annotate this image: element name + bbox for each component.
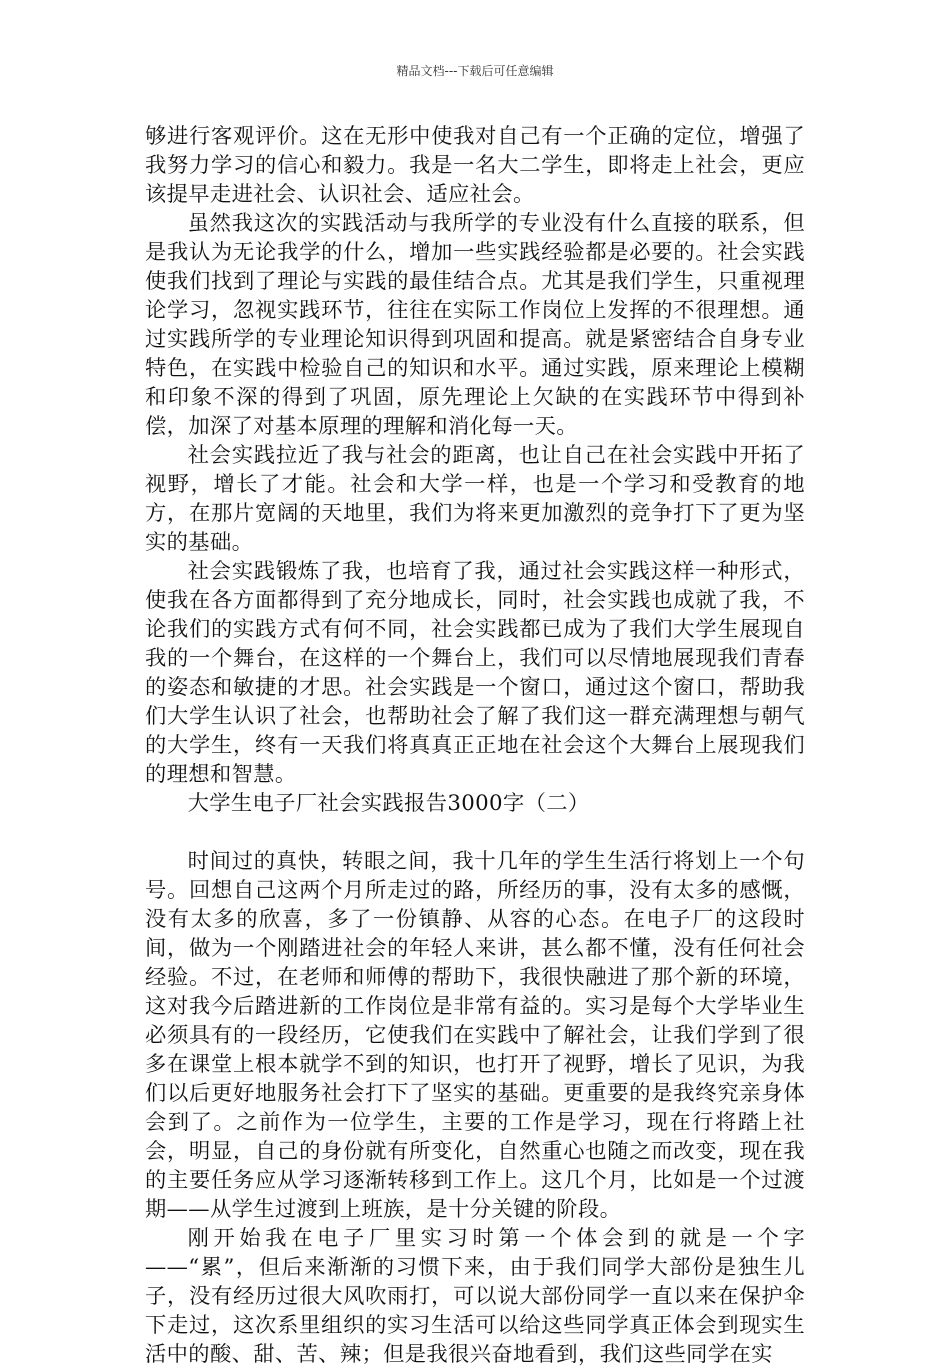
section-title: 大学生电子厂社会实践报告3000字（二） [187, 791, 590, 816]
blank-line [145, 818, 805, 847]
page-header: 精品文档---下载后可任意编辑 [396, 64, 554, 78]
paragraph: 刚开始我在电子厂里实习时第一个体会到的就是一个字——“累”，但后来渐渐的习惯下来，由于我们同学大部份是独生儿子，没有经历过很大风吹雨打，可以说大部份同学一直以来在保护伞下走过，这次系里组织的实习生活可以给这些同学真正体会到现实生活中的酸、甜、苦、辣；但是我很兴奋地看到，我们这些同学在实 [145, 1226, 805, 1367]
paragraph: 社会实践锻炼了我，也培育了我，通过社会实践这样一种形式，使我在各方面都得到了充分地成长，同时，社会实践也成就了我，不论我们的实践方式有何不同，社会实践都已成为了我们大学生展现自我的一个舞台，在这样的一个舞台上，我们可以尽情地展现我们青春的姿态和敏捷的才思。社会实践是一个窗口，通过这个窗口，帮助我们大学生认识了社会，也帮助社会了解了我们这一群充满理想与朝气的大学生，终有一天我们将真真正正地在社会这个大舞台上展现我们的理想和智慧。 [145, 559, 805, 787]
document-body [145, 122, 805, 1369]
paragraph-continued: 够进行客观评价。这在无形中使我对自己有一个正确的定位，增强了我努力学习的信心和毅力。我是一名大二学生，即将走上社会，更应该提早走进社会、认识社会、适应社会。 [145, 124, 805, 207]
paragraph: 时间过的真快，转眼之间，我十几年的学生生活行将划上一个句号。回想自己这两个月所走过的路，所经历的事，没有太多的感慨，没有太多的欣喜，多了一份镇静、从容的心态。在电子厂的这段时间，做为一个刚踏进社会的年轻人来讲，甚么都不懂，没有任何社会经验。不过，在老师和师傅的帮助下，我很快融进了那个新的环境，这对我今后踏进新的工作岗位是非常有益的。实习是每个大学毕业生必须具有的一段经历，它使我们在实践中了解社会，让我们学到了很多在课堂上根本就学不到的知识，也打开了视野，增长了见识，为我们以后更好地服务社会打下了坚实的基础。更重要的是我终究亲身体会到了。之前作为一位学生，主要的工作是学习，现在行将踏上社会，明显，自己的身份就有所变化，自然重心也随之而改变，现在我的主要任务应从学习逐渐转移到工作上。这几个月，比如是一个过渡期——从学生过渡到上班族，是十分关键的阶段。 [145, 849, 805, 1222]
paragraph: 虽然我这次的实践活动与我所学的专业没有什么直接的联系，但是我认为无论我学的什么，增加一些实践经验都是必要的。社会实践使我们找到了理论与实践的最佳结合点。尤其是我们学生，只重视理论学习，忽视实践环节，往往在实际工作岗位上发挥的不很理想。通过实践所学的专业理论知识得到巩固和提高。就是紧密结合自身专业特色，在实践中检验自己的知识和水平。通过实践，原来理论上模糊和印象不深的得到了巩固，原先理论上欠缺的在实践环节中得到补偿，加深了对基本原理的理解和消化每一天。 [145, 211, 805, 439]
paragraph: 社会实践拉近了我与社会的距离，也让自己在社会实践中开拓了视野，增长了才能。社会和大学一样，也是一个学习和受教育的地方，在那片宽阔的天地里，我们为将来更加激烈的竞争打下了更为坚实的基础。 [145, 443, 805, 555]
